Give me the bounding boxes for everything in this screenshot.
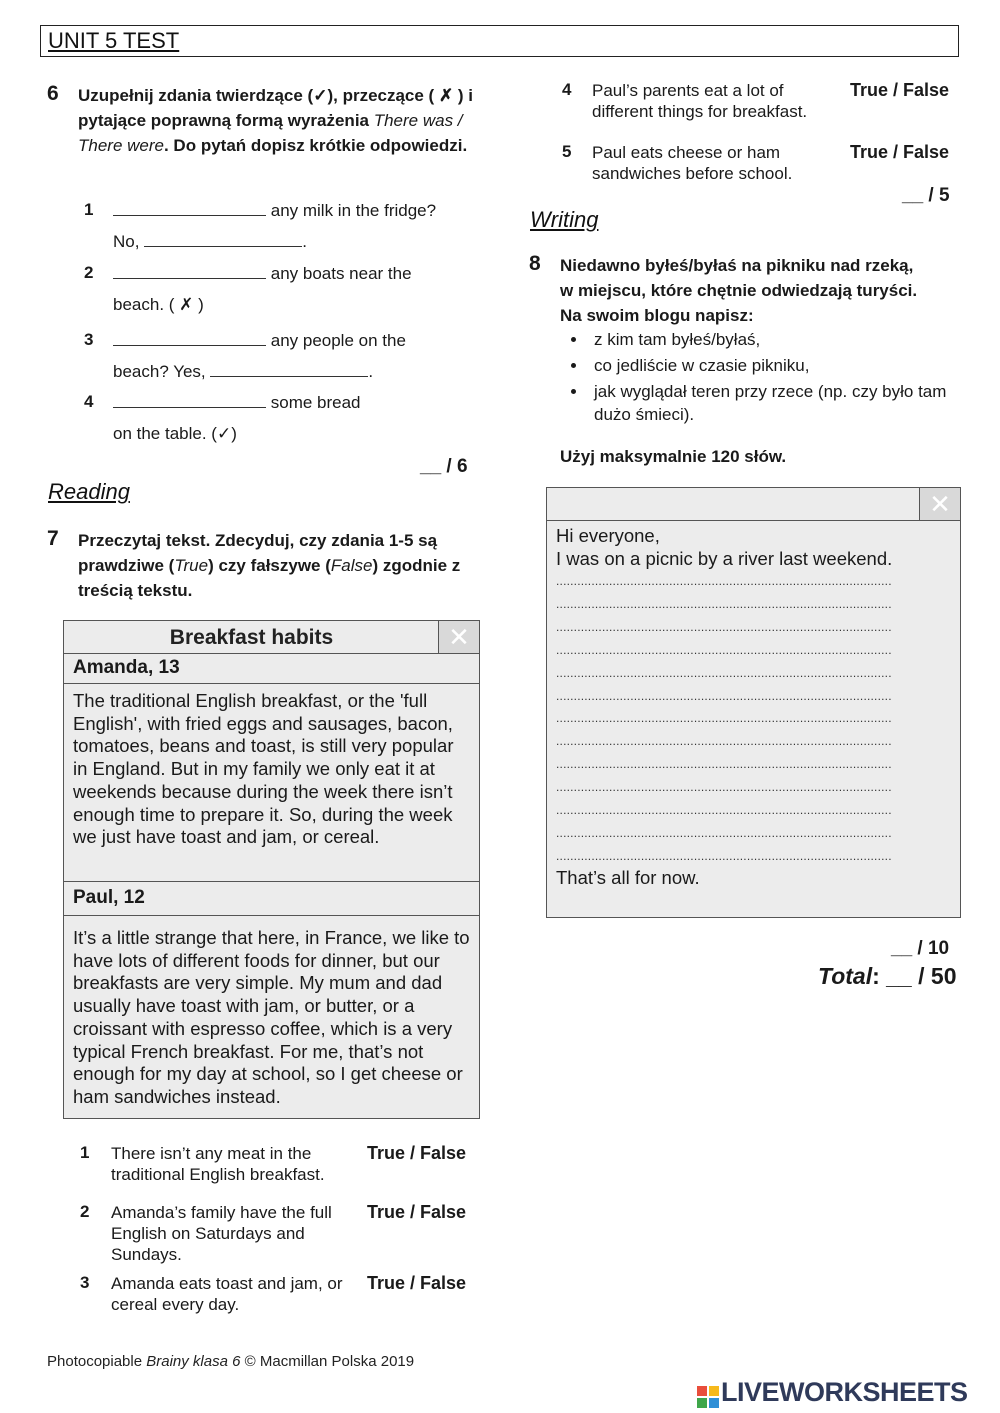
true-false-choice[interactable]: True / False (367, 1202, 467, 1222)
true-false-choice[interactable]: True / False (367, 1143, 467, 1163)
amanda-name: Amanda, 13 (73, 657, 180, 678)
bullet-item: • jak wyglądał teren przy rzece (np. czy było tam dużo śmieci). (588, 380, 978, 426)
ex6-item-4-blank[interactable] (113, 391, 266, 408)
ex6-item-3: 3 any people on the beach? Yes, . (84, 330, 406, 381)
footer-copyright: Photocopiable Brainy klasa 6 © Macmillan Polska 2019 (47, 1353, 415, 1370)
true-false-choice[interactable]: True / False (367, 1273, 467, 1293)
box-title: Breakfast habits (169, 626, 334, 649)
exercise-8-instruction: Niedawno byłeś/byłaś na pikniku nad rzeką, w miejscu, które chętnie odwiedzają turyści. Na swoim blogu napisz: (560, 256, 918, 325)
exercise-7-number: 7 (47, 527, 59, 550)
ex6-item-2-blank[interactable] (113, 262, 266, 279)
blog-intro: I was on a picnic by a river last weekend. (556, 548, 893, 569)
true-false-choice[interactable]: True / False (850, 80, 950, 100)
unit-header (40, 25, 959, 57)
word-limit: Użyj maksymalnie 120 słów. (560, 447, 787, 466)
writing-bullets (560, 328, 978, 429)
paul-text: It’s a little strange that here, in France, we like to have lots of different foods for dinner, but our breakfasts are very simple. My mum and dad usually have toast with jam, or butter, or a croissant with espresso coffee, which is a very typical French breakfast. For me, that’s not enough for my day at school, so I get cheese or ham sandwiches instead. (73, 927, 470, 1107)
blog-box (546, 487, 961, 918)
true-false-choice[interactable]: True / False (850, 142, 950, 162)
writing-area[interactable]: ............................................................................................... ............................................................................................... ............................................................................................... ............................................................................................... ............................................................................................... ............................................................................................... ............................................................................................... ............................................................................................... ............................................................................................... ............................................................................................... ............................................................................................... ............................................................................................... ............................................................................................... (556, 574, 892, 863)
ex6-item-2: 2 any boats near the beach. ( ✗ ) (84, 263, 412, 314)
reading-heading: Reading (48, 479, 130, 504)
exercise-8-number: 8 (529, 252, 541, 275)
close-icon[interactable]: ✕ (438, 621, 479, 653)
close-icon[interactable]: ✕ (919, 488, 960, 520)
paul-name: Paul, 12 (73, 887, 145, 908)
ex6-item-1-blank-b[interactable] (144, 230, 302, 247)
breakfast-habits-box (63, 620, 480, 1119)
total-score: Total: __ / 50 (818, 963, 957, 989)
ex6-item-3-blank-a[interactable] (113, 329, 266, 346)
liveworksheets-icon (697, 1386, 719, 1408)
liveworksheets-logo: LIVEWORKSHEETS (697, 1377, 968, 1408)
amanda-text: The traditional English breakfast, or the 'full English', with fried eggs and sausages, bacon, tomatoes, beans and toast, is still very popular in England. But in my family we only eat it at weekends because during the week there isn’t enough time to prepare it. So, during the week we just have toast and jam, or cereal. (73, 690, 454, 848)
exercise-6-number: 6 (47, 82, 59, 105)
ex6-item-3-blank-b[interactable] (210, 360, 368, 377)
ex6-item-4: 4 some bread on the table. (✓) (84, 392, 361, 443)
ex6-score: __ / 6 (420, 456, 468, 477)
exercise-6-instruction: Uzupełnij zdania twierdzące (✓), przeczące ( ✗ ) i pytające poprawną formą wyrażenia There was / There were. Do pytań dopisz krótkie odpowiedzi. (78, 86, 474, 155)
bullet-item: • z kim tam byłeś/byłaś, (588, 328, 978, 351)
ex7-score: __ / 5 (902, 185, 950, 206)
bullet-item: • co jedliście w czasie pikniku, (588, 354, 978, 377)
blog-closing: That’s all for now. (556, 867, 700, 888)
ex6-item-1-blank-a[interactable] (113, 199, 266, 216)
blog-greeting: Hi everyone, (556, 525, 660, 546)
exercise-7-instruction: Przeczytaj tekst. Zdecyduj, czy zdania 1-5 są prawdziwe (True) czy fałszywe (False) zgodnie z treścią tekstu. (78, 531, 461, 600)
writing-heading: Writing (530, 207, 599, 232)
unit-title: UNIT 5 TEST (48, 28, 180, 53)
ex6-item-1: 1 any milk in the fridge? No, . (84, 200, 437, 251)
ex8-score: __ / 10 (891, 938, 950, 959)
